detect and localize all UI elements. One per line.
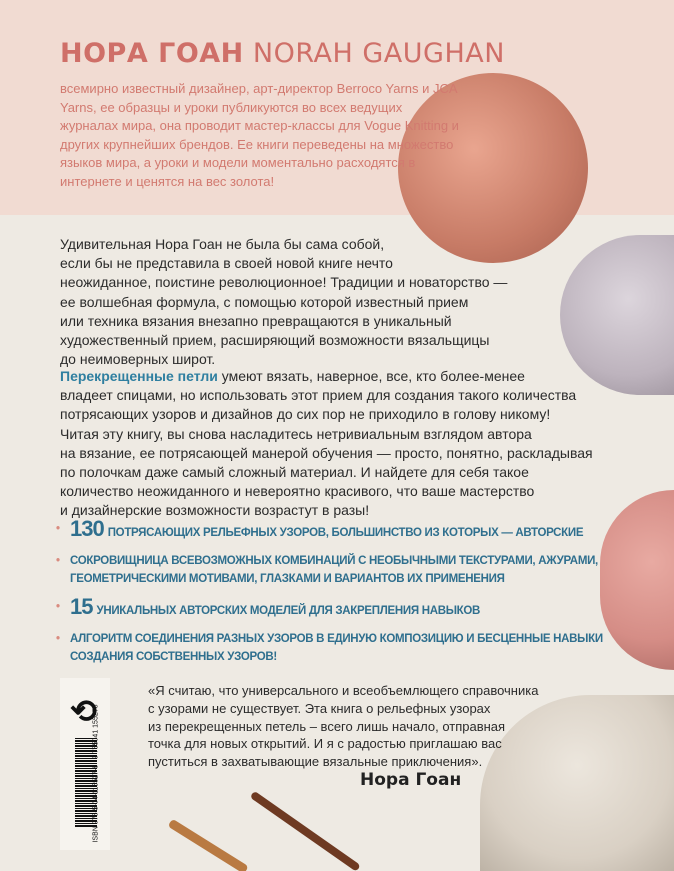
description-text: умеют вязать, наверное, все, кто более-менее владеет спицами, но использовать этот прием для создания такого количества потрясающих узоров и дизайнов до сих пор не приходило в голову никому! Читая эту книгу, вы снова насладитесь нетривиальным взглядом автора на вязание, ее потрясающей манерой обучения — просто, понятно, раскладывая по полочкам даже самый сложный материал. И найдете для себя такое количество неожиданного и невероятно красивого, что ваше мастерство и дизайнерские возможности возрастут в разы! <box>60 368 593 519</box>
feature-text: УНИКАЛЬНЫХ АВТОРСКИХ МОДЕЛЕЙ ДЛЯ ЗАКРЕПЛЕНИЯ НАВЫКОВ <box>96 605 481 617</box>
highlight-text: Перекрещенные петли <box>60 368 218 384</box>
feature-text: СОКРОВИЩНИЦА ВСЕВОЗМОЖНЫХ КОМБИНАЦИЙ С НЕОБЫЧНЫМИ ТЕКСТУРАМИ, АЖУРАМИ, ГЕОМЕТРИЧЕСКИМИ МОТИВАМИ, ГЛАЗКАМИ И ВАРИАНТОВ ИХ ПРИМЕНЕНИЯ <box>70 555 598 585</box>
feature-item <box>56 594 656 620</box>
bullet-icon: • <box>56 523 60 535</box>
isbn-number: ISBN 978-5-04-115527-8 <box>92 764 100 843</box>
feature-text: АЛГОРИТМ СОЕДИНЕНИЯ РАЗНЫХ УЗОРОВ В ЕДИНУЮ КОМПОЗИЦИЮ И БЕСЦЕННЫЕ НАВЫКИ СОЗДАНИЯ СОБСТВЕННЫХ УЗОРОВ! <box>70 633 603 663</box>
quote-author: Нора Гоан <box>360 770 462 790</box>
publisher-logo-icon: ⟲ <box>70 693 97 729</box>
knitting-needle-dark <box>250 791 361 871</box>
isbn-text <box>93 704 100 842</box>
intro-paragraph: Удивительная Нора Гоан не была бы сама собой, если бы не представила в своей новой книге нечто неожиданное, поистине революционное! Традиции и новаторство — ее волшебная формула, с помощью которой известный прием или техника вязания внезапно превращаются в уникальный художественный прием, расширяющий возможности вязальщицы до неимоверных широт. <box>60 236 508 368</box>
author-bio: всемирно известный дизайнер, арт-директор Berroco Yarns и JCA Yarns, ее образцы и уроки публикуются во всех ведущих журналах мира, она проводит мастер-классы для Vogue Knitting и других крупнейших брендов. Ее книги переведены на множество языков мира, а уроки и модели моментально расходятся в интернете и ценятся на вес золота! <box>60 81 459 189</box>
author-name-en: NORAH GAUGHAN <box>252 38 505 69</box>
bullet-icon: • <box>56 601 60 613</box>
author-name-ru: НОРА ГОАН <box>60 38 244 69</box>
description-paragraph <box>60 367 593 521</box>
feature-item <box>56 516 656 542</box>
author-quote: «Я считаю, что универсального и всеобъемлющего справочника с узорами не существует. Эта книга о рельефных узорах из перекрещенных петель – всего лишь начало, отправная точка для новых открытий. И я с радостью приглашаю вас пуститься в захватывающие вязальные приключения». <box>148 683 539 770</box>
knitting-needle-light <box>168 819 249 871</box>
bullet-icon: • <box>56 633 60 645</box>
barcode-digits: 9 785041 155278 <box>92 704 100 759</box>
feature-number: 15 <box>70 594 93 619</box>
feature-number: 130 <box>70 516 104 541</box>
feature-text: ПОТРЯСАЮЩИХ РЕЛЬЕФНЫХ УЗОРОВ, БОЛЬШИНСТВО ИЗ КОТОРЫХ — АВТОРСКИЕ <box>107 527 584 539</box>
feature-item <box>56 552 656 588</box>
feature-item <box>56 630 656 666</box>
bullet-icon: • <box>56 555 60 567</box>
feature-list <box>56 516 656 676</box>
author-title <box>60 38 505 69</box>
